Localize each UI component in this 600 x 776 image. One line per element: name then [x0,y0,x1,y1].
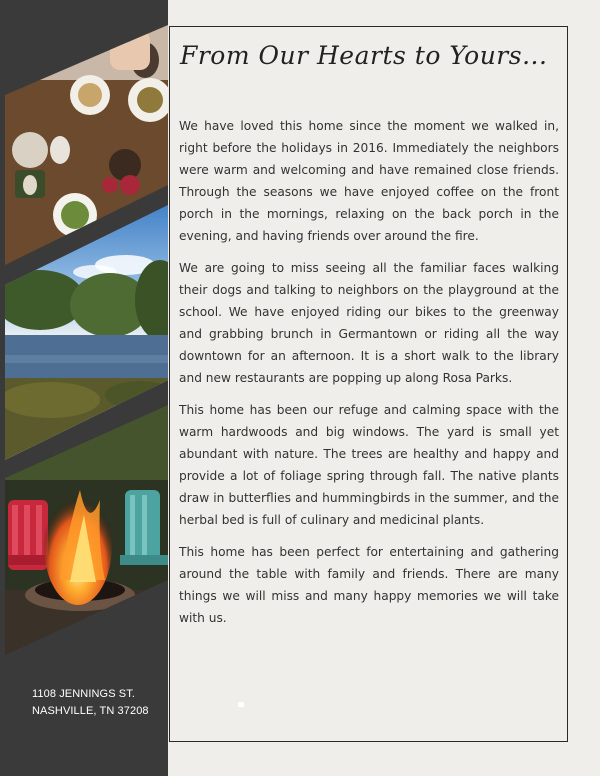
letter-paragraph-2: We are going to miss seeing all the familiar faces walking their dogs and talking to neighbors on the playground at the school. We have enjoyed riding our bikes to the greenway and grabbing brunch in Germantown or riding all the way downtown for an afternoon. It is a short walk to the library and new restaurants are popping up along Rosa Parks. [179,261,559,385]
letter-paragraph-1: We have loved this home since the moment we walked in, right before the holidays in 2016. Immediately the neighbors were warm and welcoming and have remained close friends. Through the seasons we have enjoyed coffee on the front porch in the mornings, relaxing on the back porch in the evening, and having friends over around the fire. [179,119,559,243]
letter-title [180,41,560,101]
letter-title-text: From Our Hearts to Yours... [180,41,548,70]
address-city-state-zip: NASHVILLE, TN 37208 [32,705,149,717]
address-street: 1108 JENNINGS ST. [32,688,135,700]
property-address [32,686,149,720]
photo-collage [0,0,168,776]
letter-body [179,115,559,639]
decorative-dot [238,702,244,707]
letter-panel [169,26,568,742]
letter-paragraph-4: This home has been perfect for entertaining and gathering around the table with family and friends. There are many things we will miss and many happy memories we will take with us. [179,545,559,625]
letter-paragraph-3: This home has been our refuge and calming space with the warm hardwoods and big windows. The yard is small yet abundant with nature. The trees are healthy and happy and provide a lot of foliage spring through fall. The native plants draw in butterflies and hummingbirds in the summer, and the herbal bed is full of culinary and medicinal plants. [179,403,559,527]
